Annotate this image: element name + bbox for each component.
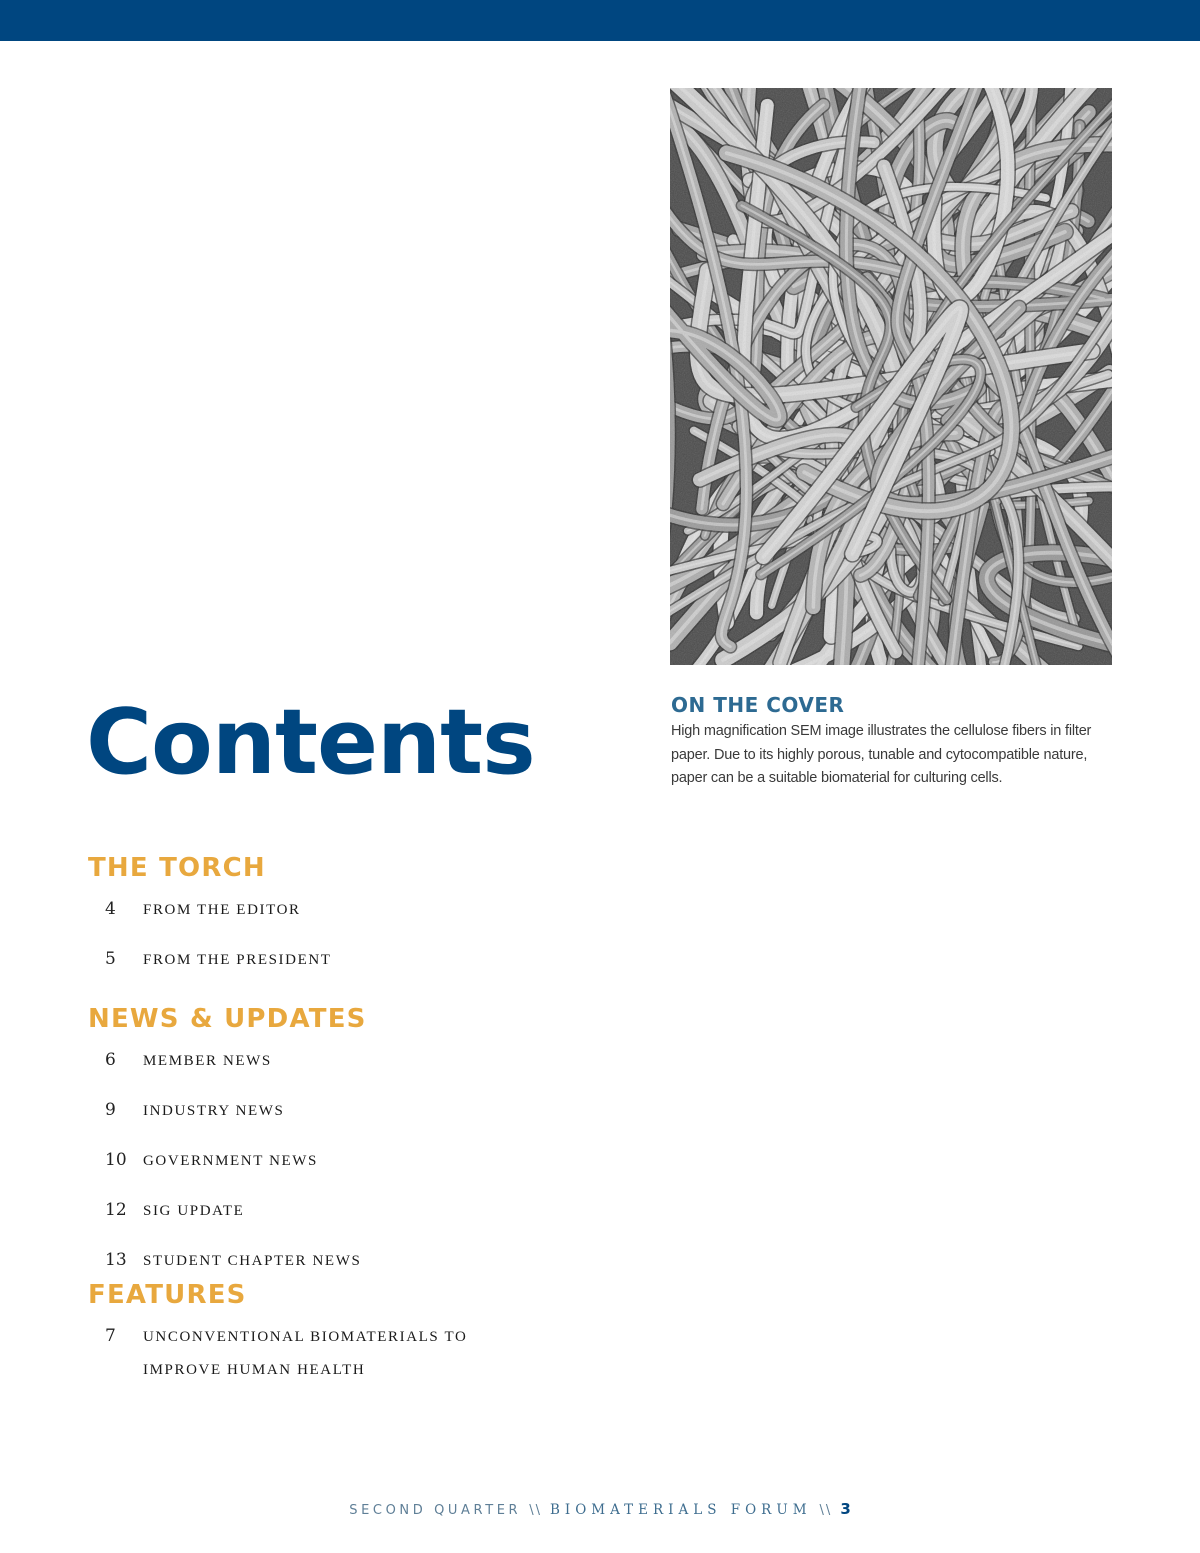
toc-entry[interactable] [88, 1145, 543, 1178]
cover-heading: ON THE COVER [671, 693, 845, 717]
toc-list [88, 1321, 543, 1387]
cover-caption [671, 692, 1111, 791]
top-color-bar [0, 0, 1200, 41]
toc-list [88, 894, 543, 977]
toc-section-news-updates [88, 1001, 543, 1295]
toc-section-features [88, 1277, 543, 1404]
page-number: 6 [105, 1050, 116, 1070]
entry-title: UNCONVENTIONAL BIOMATERIALS TO IMPROVE HUMAN HEALTH [143, 1329, 468, 1378]
toc-entry[interactable] [88, 1095, 543, 1128]
footer-page-number: 3 [840, 1500, 851, 1518]
toc-entry[interactable] [88, 1195, 543, 1228]
page-number: 12 [105, 1200, 127, 1220]
toc-entry[interactable] [88, 1245, 543, 1278]
footer-separator: \\ [529, 1503, 542, 1518]
entry-title: GOVERNMENT NEWS [143, 1153, 318, 1169]
cover-sem-image [670, 88, 1112, 665]
entry-title: SIG UPDATE [143, 1203, 245, 1219]
page-footer [0, 1497, 1200, 1523]
entry-title: INDUSTRY NEWS [143, 1103, 285, 1119]
toc-entry[interactable] [88, 944, 543, 977]
section-heading: THE TORCH [88, 853, 266, 883]
page-number: 4 [105, 899, 116, 919]
page-number: 5 [105, 949, 116, 969]
page-number: 10 [105, 1150, 127, 1170]
footer-publication: BIOMATERIALS FORUM [549, 1502, 812, 1518]
toc-entry[interactable] [88, 1321, 543, 1387]
cover-description: High magnification SEM image illustrates the cellulose fibers in filter paper. Due to its highly porous, tunable and cytocompatible nature, paper can be a suitable biomaterial for culturing cells. [671, 723, 1092, 786]
toc-entry[interactable] [88, 894, 543, 927]
page-number: 7 [105, 1326, 116, 1346]
toc-list [88, 1045, 543, 1278]
page-number: 13 [105, 1250, 127, 1270]
page-title: Contents [86, 690, 535, 795]
section-heading: FEATURES [88, 1280, 247, 1310]
entry-title: STUDENT CHAPTER NEWS [143, 1253, 362, 1269]
section-heading: NEWS & UPDATES [88, 1004, 367, 1034]
page-number: 9 [105, 1100, 116, 1120]
footer-issue: SECOND QUARTER [349, 1503, 522, 1518]
toc-section-the-torch [88, 850, 543, 994]
footer-separator: \\ [819, 1503, 833, 1518]
entry-title: FROM THE PRESIDENT [143, 952, 332, 968]
entry-title: FROM THE EDITOR [143, 902, 301, 918]
toc-entry[interactable] [88, 1045, 543, 1078]
entry-title: MEMBER NEWS [143, 1053, 272, 1069]
